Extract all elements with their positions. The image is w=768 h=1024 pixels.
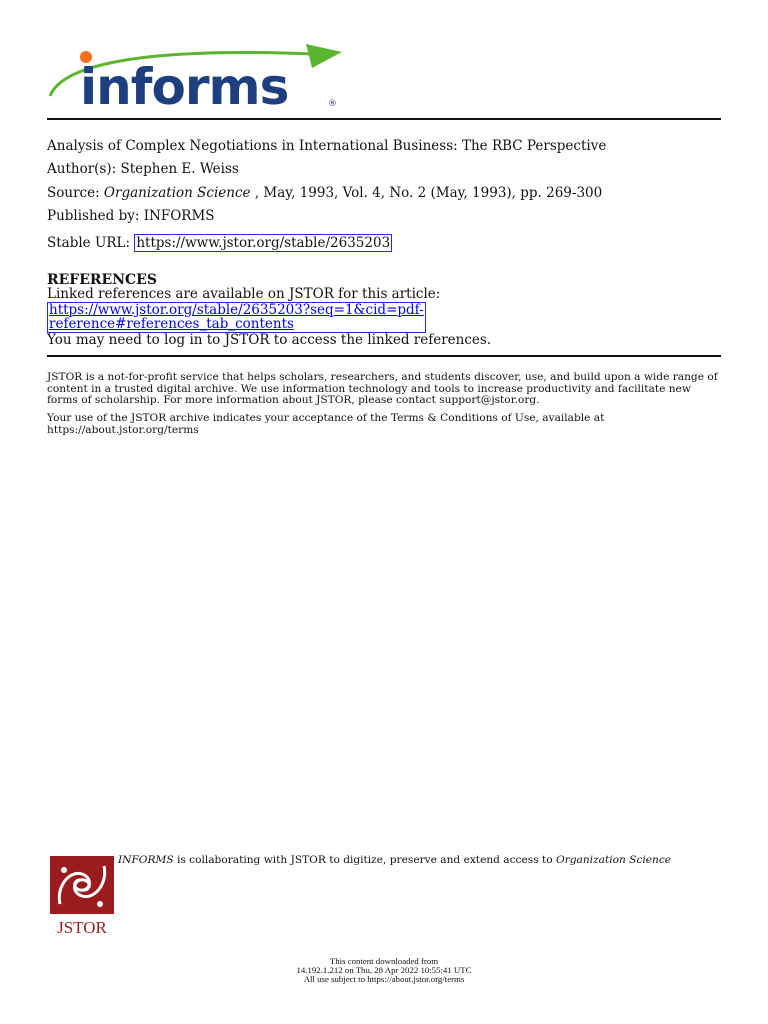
stable-url-link[interactable]: https://www.jstor.org/stable/2635203 [136,235,391,251]
article-source: Source: Organization Science , May, 1993, Vol. 4, No. 2 (May, 1993), pp. 269-300 [47,185,603,201]
logo-text: informs [80,58,289,112]
references-link[interactable]: https://www.jstor.org/stable/2635203?seq=1&cid=pdf- reference#references_tab_contents [49,301,424,332]
section-rule [47,355,721,357]
references-heading: REFERENCES [47,272,157,288]
jstor-about-notice: JSTOR is a not-for-profit service that helps scholars, researchers, and students discover, use, and build upon a wide range of content in a trusted digital archive. We use information technology and tools to increase productivity and facilitate new forms of scholarship. For more information about JSTOR, please contact support@jstor.org. [47,371,718,406]
references-login-note: You may need to log in to JSTOR to access the linked references. [47,331,492,348]
jstor-logo [50,856,114,936]
article-authors: Author(s): Stephen E. Weiss [47,161,239,177]
collaboration-notice: INFORMS is collaborating with JSTOR to digitize, preserve and extend access to Organization Science [118,854,672,866]
svg-text:®: ® [328,99,337,109]
stable-url: Stable URL: https://www.jstor.org/stable/2635203 [47,235,391,251]
article-title: Analysis of Complex Negotiations in International Business: The RBC Perspective [47,138,607,154]
references-block [47,287,491,347]
references-intro: Linked references are available on JSTOR for this article: [47,286,441,302]
informs-logo [44,40,344,112]
article-publisher: Published by: INFORMS [47,208,215,224]
header-rule [47,118,721,120]
jstor-logo-text: JSTOR [57,918,107,936]
terms-notice: Your use of the JSTOR archive indicates your acceptance of the Terms & Conditions of Use, available at https://about.jstor.org/terms [47,412,605,436]
download-footer: This content downloaded from 14.192.1.212 on Thu, 28 Apr 2022 10:55:41 UTC All use subject to https://about.jstor.org/terms [296,956,472,985]
